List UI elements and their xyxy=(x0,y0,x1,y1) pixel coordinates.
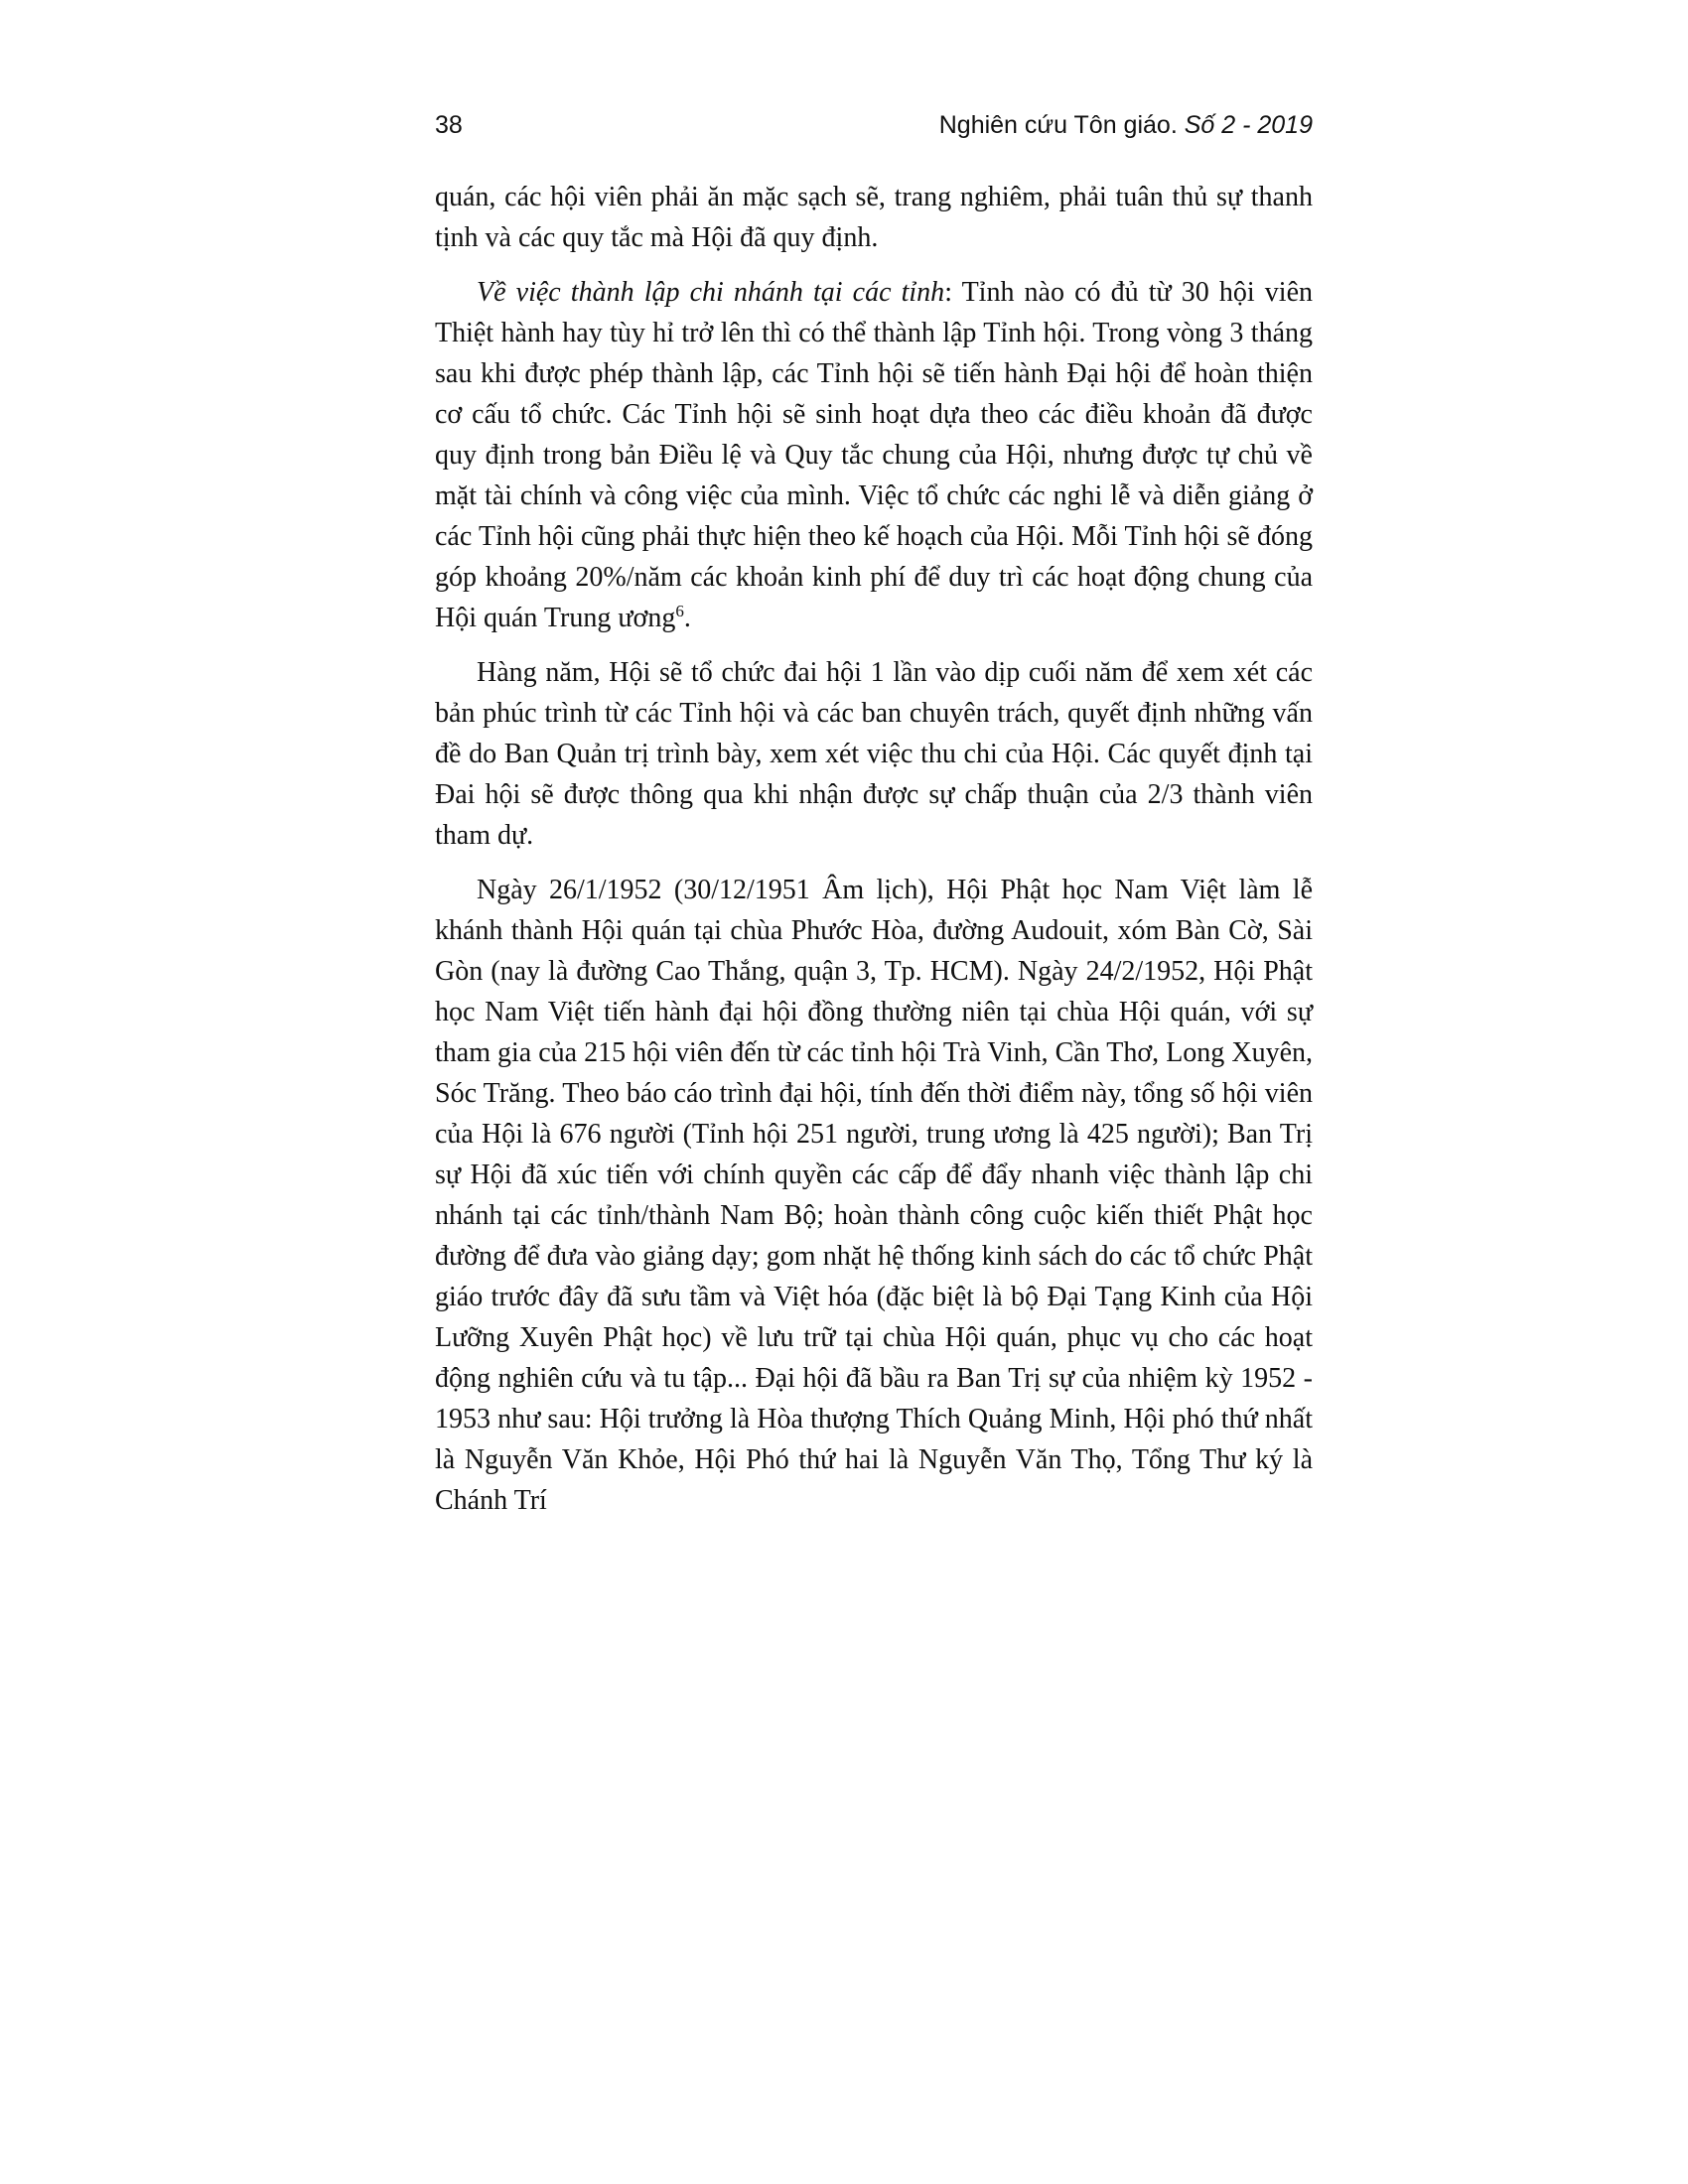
paragraph-end: . xyxy=(683,603,691,633)
paragraph-text: : Tỉnh nào có đủ từ 30 hội viên Thiệt hành hay tùy hỉ trở lên thì có thể thành lập Tỉnh hội. Trong vòng 3 tháng sau khi được phép thành lập, các Tỉnh hội sẽ tiến hành Đại hội để hoàn thiện cơ cấu tổ chức. Các Tỉnh hội sẽ sinh hoạt dựa theo các điều khoản đã được quy định trong bản Điều lệ và Quy tắc chung của Hội, nhưng được tự chủ về mặt tài chính và công việc của mình. Việc tổ chức các nghi lễ và diễn giảng ở các Tỉnh hội cũng phải thực hiện theo kế hoạch của Hội. Mỗi Tỉnh hội sẽ đóng góp khoảng 20%/năm các khoản kinh phí để duy trì các hoạt động chung của Hội quán Trung ương xyxy=(435,277,1313,633)
paragraph-annual-congress xyxy=(435,652,1313,856)
page-number: 38 xyxy=(435,111,463,139)
paragraph-text: Ngày 26/1/1952 (30/12/1951 Âm lịch), Hội Phật học Nam Việt làm lễ khánh thành Hội quán tại chùa Phước Hòa, đường Audouit, xóm Bàn Cờ, Sài Gòn (nay là đường Cao Thắng, quận 3, Tp. HCM). Ngày 24/2/1952, Hội Phật học Nam Việt tiến hành đại hội đồng thường niên tại chùa Hội quán, với sự tham gia của 215 hội viên đến từ các tỉnh hội Trà Vinh, Cần Thơ, Long Xuyên, Sóc Trăng. Theo báo cáo trình đại hội, tính đến thời điểm này, tổng số hội viên của Hội là 676 người (Tỉnh hội 251 người, trung ương là 425 người); Ban Trị sự Hội đã xúc tiến với chính quyền các cấp để đẩy nhanh việc thành lập chi nhánh tại các tỉnh/thành Nam Bộ; hoàn thành công cuộc kiến thiết Phật học đường để đưa vào giảng dạy; gom nhặt hệ thống kinh sách do các tổ chức Phật giáo trước đây đã sưu tầm và Việt hóa (đặc biệt là bộ Đại Tạng Kinh của Hội Lưỡng Xuyên Phật học) về lưu trữ tại chùa Hội quán, phục vụ cho các hoạt động nghiên cứu và tu tập... Đại hội đã bầu ra Ban Trị sự của nhiệm kỳ 1952 - 1953 như sau: Hội trưởng là Hòa thượng Thích Quảng Minh, Hội phó thứ nhất là Nguyễn Văn Khỏe, Hội Phó thứ hai là Nguyễn Văn Thọ, Tổng Thư ký là Chánh Trí xyxy=(435,875,1313,1516)
journal-issue: Số 2 - 2019 xyxy=(1184,111,1313,139)
paragraph-text: quán, các hội viên phải ăn mặc sạch sẽ, trang nghiêm, phải tuân thủ sự thanh tịnh và các quy tắc mà Hội đã quy định. xyxy=(435,182,1313,253)
journal-name: Nghiên cứu Tôn giáo. xyxy=(938,111,1178,139)
article-body xyxy=(435,177,1313,1535)
paragraph-provincial-branches xyxy=(435,272,1313,638)
journal-title-line xyxy=(939,105,1313,145)
paragraph-lead-heading: Về việc thành lập chi nhánh tại các tỉnh xyxy=(477,277,945,308)
footnote-marker: 6 xyxy=(675,602,684,620)
paragraph-continuation xyxy=(435,177,1313,258)
paragraph-inauguration xyxy=(435,870,1313,1521)
paragraph-text: Hàng năm, Hội sẽ tổ chức đai hội 1 lần vào dịp cuối năm để xem xét các bản phúc trình từ các Tỉnh hội và các ban chuyên trách, quyết định những vấn đề do Ban Quản trị trình bày, xem xét việc thu chi của Hội. Các quyết định tại Đai hội sẽ được thông qua khi nhận được sự chấp thuận của 2/3 thành viên tham dự. xyxy=(435,657,1313,851)
running-header xyxy=(435,105,1313,145)
